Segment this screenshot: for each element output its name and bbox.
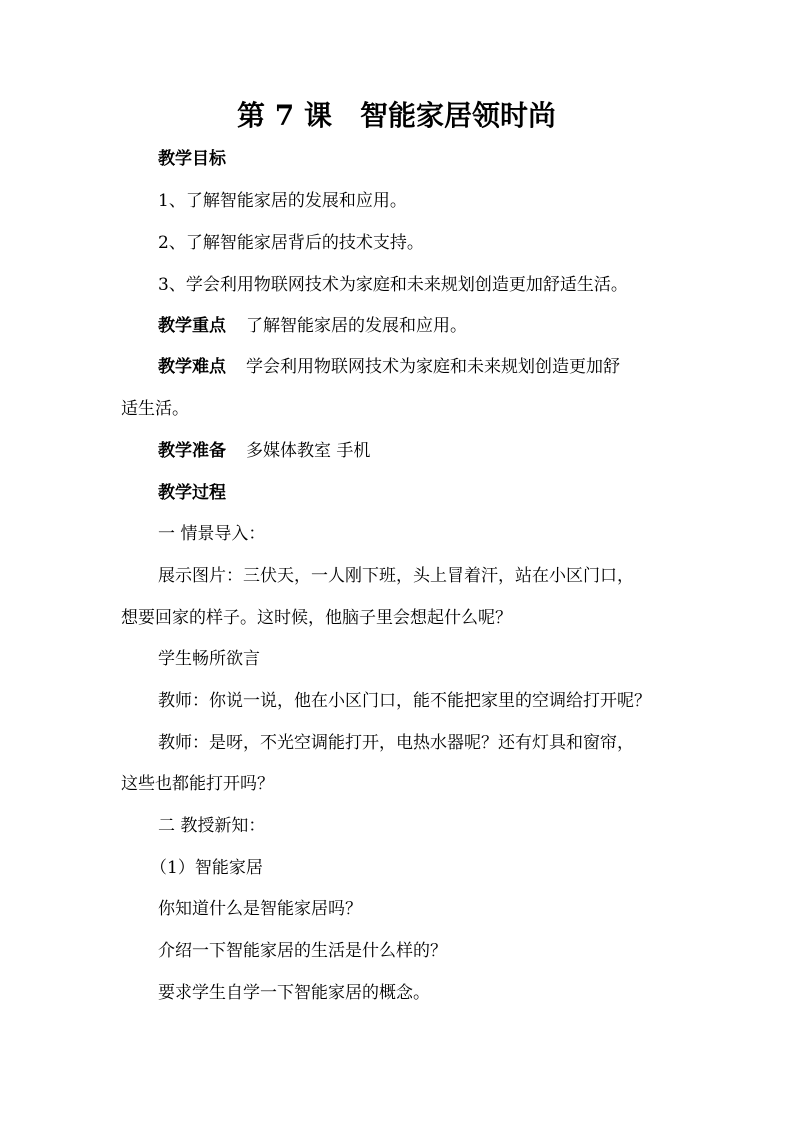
- lesson-name: 智能家居领时尚: [359, 99, 556, 132]
- teacher-question-2-line-2: 这些也都能打开吗？: [121, 774, 274, 794]
- scene-description-line-1: 展示图片：三伏天，一人刚下班，头上冒着汗，站在小区门口，: [158, 566, 634, 586]
- goal-item-2: 2、了解智能家居背后的技术支持。: [158, 233, 424, 253]
- key-points-row: [0, 312, 793, 340]
- difficulty-text-continued: 适生活。: [121, 399, 189, 419]
- goal-item-1: 1、了解智能家居的发展和应用。: [158, 191, 407, 211]
- teacher-question-1: 教师：你说一说，他在小区门口，能不能把家里的空调给打开呢？: [158, 691, 651, 711]
- section-goals-heading: 教学目标: [158, 149, 226, 169]
- difficulty-text: 学会利用物联网技术为家庭和未来规划创造更加舒: [246, 357, 620, 377]
- scene-description-line-2: 想要回家的样子。这时候，他脑子里会想起什么呢？: [121, 608, 512, 628]
- goal-item-3: 3、学会利用物联网技术为家庭和未来规划创造更加舒适生活。: [158, 275, 628, 295]
- question-3: 要求学生自学一下智能家居的概念。: [158, 983, 430, 1003]
- key-points-label: 教学重点: [158, 316, 226, 336]
- difficulty-label: 教学难点: [158, 357, 226, 377]
- key-points-text: 了解智能家居的发展和应用。: [246, 316, 467, 336]
- question-1: 你知道什么是智能家居吗？: [158, 899, 362, 919]
- teacher-question-2-line-1: 教师：是呀，不光空调能打开，电热水器呢？还有灯具和窗帘，: [158, 733, 634, 753]
- process-heading: 教学过程: [158, 483, 226, 503]
- preparation-row: [0, 437, 793, 465]
- step-2-heading: 二 教授新知：: [158, 816, 266, 836]
- lesson-title: [0, 96, 793, 136]
- lesson-number: 第 7 课: [237, 99, 332, 132]
- students-speak: 学生畅所欲言: [158, 649, 260, 669]
- difficulty-row: [0, 353, 793, 381]
- question-2: 介绍一下智能家居的生活是什么样的？: [158, 941, 447, 961]
- step-1-heading: 一 情景导入：: [158, 524, 266, 544]
- preparation-label: 教学准备: [158, 441, 226, 461]
- subsection-1-heading: （1）智能家居: [150, 858, 263, 878]
- preparation-text: 多媒体教室 手机: [246, 441, 371, 461]
